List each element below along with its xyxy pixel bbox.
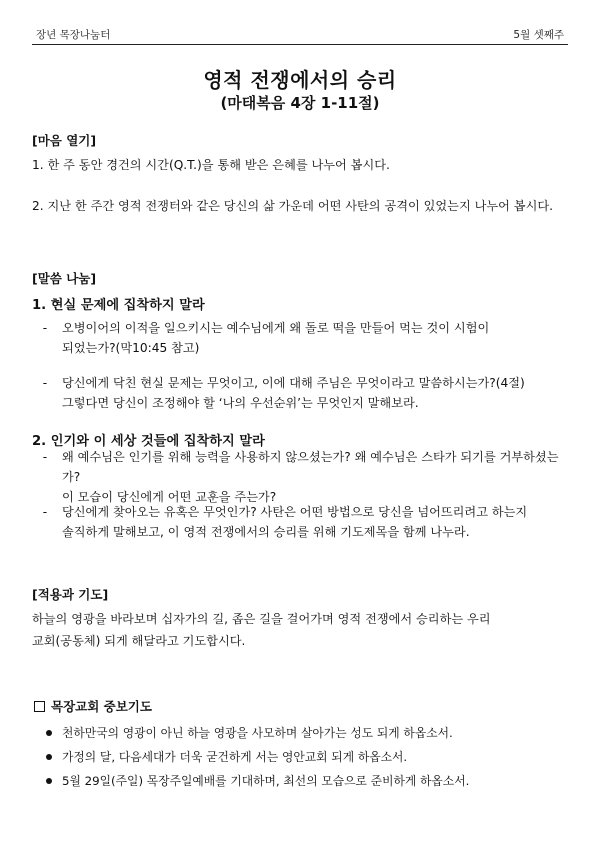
checkbox-square-icon bbox=[34, 701, 45, 712]
sharing-section-1-title: 1. 현실 문제에 집착하지 말라 bbox=[32, 298, 205, 313]
point-line: 그렇다면 당신이 조정해야 할 ‘나의 우선순위’는 무엇인지 말해보라. bbox=[62, 396, 419, 410]
prayer-heading bbox=[34, 697, 152, 715]
prayer-list bbox=[44, 721, 564, 793]
sharing-point-1-2 bbox=[34, 373, 564, 413]
page-title: 영적 전쟁에서의 승리 bbox=[203, 68, 397, 92]
sharing-point-2-2 bbox=[34, 502, 564, 542]
opening-heading: [마음 열기] bbox=[32, 133, 97, 148]
prayer-heading-label: 목장교회 중보기도 bbox=[51, 699, 152, 714]
point-line: 이 모습이 당신에게 어떤 교훈을 주는가? bbox=[62, 490, 277, 504]
point-line: 되었는가?(막10:45 참고) bbox=[62, 341, 200, 355]
bullet-icon bbox=[46, 778, 52, 784]
point-line: 왜 예수님은 인기를 위해 능력을 사용하지 않으셨는가? 왜 예수님은 스타가 되기를 거부하셨는가? bbox=[62, 450, 559, 484]
application-text bbox=[32, 608, 564, 652]
page-header bbox=[32, 22, 568, 45]
dash-marker: - bbox=[42, 376, 48, 390]
application-line: 교회(공동체) 되게 해달라고 기도합시다. bbox=[32, 634, 246, 648]
sharing-heading: [말씀 나눔] bbox=[32, 271, 97, 286]
sharing-point-1-1 bbox=[34, 318, 564, 358]
prayer-item-text: 가정의 달, 다음세대가 더욱 굳건하게 서는 영안교회 되게 하옵소서. bbox=[62, 750, 408, 764]
list-item bbox=[44, 721, 564, 745]
bullet-icon bbox=[46, 754, 52, 760]
point-line: 오병이어의 이적을 일으키시는 예수님에게 왜 돌로 떡을 만들어 먹는 것이 시험이 bbox=[62, 321, 490, 335]
sharing-section-2-title: 2. 인기와 이 세상 것들에 집착하지 말라 bbox=[32, 434, 265, 449]
dash-marker: - bbox=[42, 505, 48, 519]
prayer-item-text: 5월 29일(주일) 목장주일예배를 기대하며, 최선의 모습으로 준비하게 하옵소서. bbox=[62, 774, 470, 788]
application-heading: [적용과 기도] bbox=[32, 587, 109, 602]
header-week: 5월 셋째주 bbox=[513, 29, 564, 41]
prayer-item-text: 천하만국의 영광이 아닌 하늘 영광을 사모하며 살아가는 성도 되게 하옵소서. bbox=[62, 726, 453, 740]
bullet-icon bbox=[46, 730, 52, 736]
list-item bbox=[44, 769, 564, 793]
sharing-point-2-1 bbox=[34, 447, 564, 507]
opening-item-2: 2. 지난 한 주간 영적 전쟁터와 같은 당신의 삶 가운데 어떤 사탄의 공격이 있었는지 나누어 봅시다. bbox=[32, 199, 553, 213]
dash-marker: - bbox=[42, 450, 48, 464]
point-line: 당신에게 찾아오는 유혹은 무엇인가? 사탄은 어떤 방법으로 당신을 넘어뜨리려고 하는지 bbox=[62, 505, 528, 519]
scripture-reference: (마태복음 4장 1-11절) bbox=[220, 94, 380, 112]
point-line: 솔직하게 말해보고, 이 영적 전쟁에서의 승리를 위해 기도제목을 함께 나누라. bbox=[62, 525, 470, 539]
application-line: 하늘의 영광을 바라보며 십자가의 길, 좁은 길을 걸어가며 영적 전쟁에서 승리하는 우리 bbox=[32, 612, 491, 626]
point-line: 당신에게 닥친 현실 문제는 무엇이고, 이에 대해 주님은 무엇이라고 말씀하시는가?(4절) bbox=[62, 376, 525, 390]
opening-item-1: 1. 한 주 동안 경건의 시간(Q.T.)을 통해 받은 은혜를 나누어 봅시다. bbox=[32, 158, 390, 172]
header-group-name: 장년 목장나눔터 bbox=[36, 29, 111, 41]
list-item bbox=[44, 745, 564, 769]
dash-marker: - bbox=[42, 321, 48, 335]
